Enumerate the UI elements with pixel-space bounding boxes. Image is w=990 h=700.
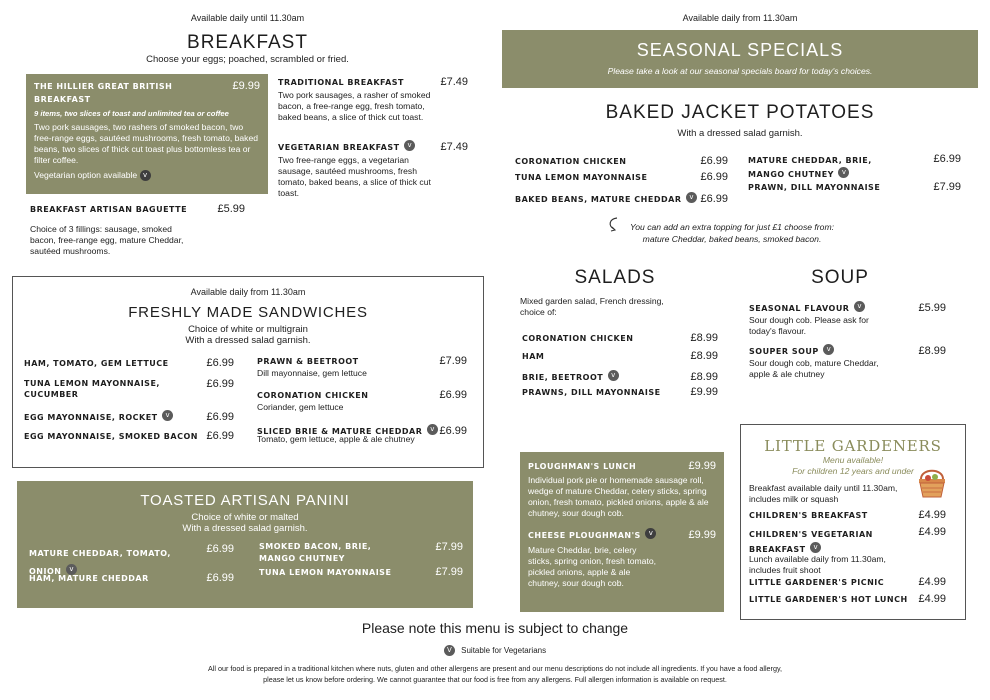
specials-subtitle: Please take a look at our seasonal specials board for today's choices. (607, 66, 873, 76)
ploughman-name: PLOUGHMAN'S LUNCH (528, 462, 637, 471)
panini-price: £7.99 (435, 541, 463, 553)
sandwich-row (257, 355, 467, 367)
vegetarian-icon: v (140, 170, 151, 181)
salad-price: £8.99 (690, 371, 718, 383)
soup-row (749, 341, 946, 359)
allergy-note-line-2: please let us know before ordering. We cannot guarantee that our food is free from any allergens. Full allergen information is available on request. (263, 675, 727, 684)
baguette-name: BREAKFAST ARTISAN BAGUETTE (30, 205, 188, 214)
gardeners-price: £4.99 (918, 593, 946, 605)
ploughman-box (520, 452, 724, 612)
vegetarian-icon: v (645, 528, 656, 539)
picnic-basket-icon (916, 465, 948, 499)
soup-title: SOUP (811, 267, 869, 288)
jacket-price: £7.99 (933, 181, 961, 193)
salad-name: HAM (522, 352, 545, 361)
sandwich-price: £6.99 (206, 430, 234, 442)
panini-row (259, 566, 463, 578)
jacket-name: TUNA LEMON MAYONNAISE (515, 173, 648, 182)
traditional-breakfast-name: TRADITIONAL BREAKFAST (278, 78, 404, 87)
specials-title: SEASONAL SPECIALS (636, 40, 844, 60)
hillier-breakfast-price: £9.99 (232, 80, 260, 92)
specials-availability: Available daily from 11.30am (682, 13, 798, 23)
sandwich-name: SLICED BRIE & MATURE CHEDDAR (257, 427, 423, 436)
salad-row (522, 367, 718, 385)
breakfast-availability: Available daily until 11.30am (190, 13, 305, 23)
jacket-title: BAKED JACKET POTATOES (605, 102, 875, 123)
jacket-name: CORONATION CHICKEN (515, 157, 627, 166)
baguette-row (30, 203, 245, 215)
sandwich-desc: Dill mayonnaise, gem lettuce (257, 368, 367, 378)
sandwich-row (24, 357, 234, 369)
sandwich-row (257, 389, 467, 401)
vegetarian-icon: v (823, 344, 834, 355)
vegetarian-icon: v (404, 140, 415, 151)
sandwich-name: PRAWN & BEETROOT (257, 357, 359, 366)
vegetarian-breakfast-desc: Two free-range eggs, a vegetarian sausage, sautéed mushrooms, fresh tomato, baked beans, a slice of thick cut toast. (278, 155, 431, 198)
hillier-breakfast-box (26, 74, 268, 194)
vegetarian-breakfast-row (278, 137, 468, 155)
vegetarian-icon: V (444, 645, 455, 656)
jacket-name: PRAWN, DILL MAYONNAISE (748, 183, 881, 192)
hillier-veg-label: Vegetarian option available (34, 170, 138, 180)
salad-name: PRAWNS, DILL MAYONNAISE (522, 388, 661, 397)
soup-name: SEASONAL FLAVOUR (749, 304, 850, 313)
panini-name: MATURE CHEDDAR, TOMATO, ONION (29, 549, 171, 576)
panini-row (29, 572, 234, 584)
sandwich-price: £6.99 (439, 425, 467, 437)
hillier-veg-option (34, 170, 260, 181)
salads-subtitle: Mixed garden salad, French dressing, choice of: (520, 296, 664, 317)
salads-title: SALADS (574, 267, 656, 288)
jacket-row (748, 153, 961, 181)
gardeners-price: £4.99 (918, 576, 946, 588)
ploughman-desc: Individual pork pie or homemade sausage roll, wedge of mature Cheddar, celery sticks, spring onion, fresh tomato, pickled onions, apple & ale chutney, sour dough cob. (528, 475, 709, 518)
gardeners-row (749, 593, 946, 605)
baguette-price: £5.99 (217, 203, 245, 215)
sandwich-row (24, 407, 234, 425)
jacket-subtitle: With a dressed salad garnish. (677, 128, 803, 139)
salad-row (522, 386, 718, 398)
jacket-row (515, 171, 728, 183)
vegetarian-icon: v (66, 564, 77, 575)
vegetarian-icon: v (162, 410, 173, 421)
gardeners-name: CHILDREN'S VEGETARIAN BREAKFAST (749, 530, 873, 554)
panini-name: SMOKED BACON, BRIE, MANGO CHUTNEY (259, 542, 372, 563)
sandwich-row (24, 378, 234, 400)
jacket-topping-line-2: mature Cheddar, baked beans, smoked bacon. (642, 234, 822, 244)
jacket-row (748, 181, 961, 193)
jacket-name: BAKED BEANS, MATURE CHEDDAR (515, 195, 682, 204)
gardeners-lunch-availability: Lunch available daily from 11.30am, includes fruit shoot (749, 554, 886, 575)
salad-price: £8.99 (690, 332, 718, 344)
breakfast-subtitle: Choose your eggs; poached, scrambled or fried. (146, 54, 349, 65)
sandwich-name: CORONATION CHICKEN (257, 391, 369, 400)
baguette-desc: Choice of 3 fillings: sausage, smoked bacon, free-range egg, mature Cheddar, sautéed mushrooms. (30, 224, 184, 256)
allergy-note-line-1: All our food is prepared in a traditional kitchen where nuts, gluten and other allergens are present and our menu descriptions do not include all ingredients. If you have a food allergy, (207, 664, 783, 673)
sandwich-price: £6.99 (206, 378, 234, 390)
vegetarian-legend (0, 645, 990, 656)
jacket-price: £6.99 (700, 155, 728, 167)
salad-name: BRIE, BEETROOT (522, 373, 604, 382)
soup-price: £5.99 (918, 302, 946, 314)
sandwich-price: £7.99 (439, 355, 467, 367)
soup-price: £8.99 (918, 345, 946, 357)
salad-price: £9.99 (690, 386, 718, 398)
traditional-breakfast-price: £7.49 (440, 76, 468, 88)
vegetarian-legend-label: Suitable for Vegetarians (461, 645, 547, 655)
panini-name: HAM, MATURE CHEDDAR (29, 574, 149, 583)
hillier-breakfast-name: THE HILLIER GREAT BRITISH BREAKFAST (34, 82, 173, 104)
ploughman-name: CHEESE PLOUGHMAN'S (528, 531, 641, 540)
ploughman-price: £9.99 (688, 460, 716, 472)
sandwiches-availability: Available daily from 11.30am (190, 287, 306, 297)
panini-row (259, 541, 463, 565)
soup-name: SOUPER SOUP (749, 347, 819, 356)
jacket-topping-line-1: You can add an extra topping for just £1 choose from: (630, 222, 834, 232)
ploughman-price: £9.99 (688, 529, 716, 541)
soup-desc: Sour dough cob. Please ask for today's flavour. (749, 315, 869, 336)
gardeners-breakfast-availability: Breakfast available daily until 11.30am, includes milk or squash (749, 483, 898, 504)
traditional-breakfast-row (278, 76, 468, 88)
sandwiches-subtitle-1: Choice of white or multigrain (188, 324, 308, 335)
panini-name: TUNA LEMON MAYONNAISE (259, 568, 392, 577)
sandwiches-title: FRESHLY MADE SANDWICHES (128, 304, 368, 321)
panini-title: TOASTED ARTISAN PANINI (140, 492, 350, 509)
soup-row (749, 298, 946, 316)
menu-change-note: Please note this menu is subject to change (361, 620, 629, 636)
jacket-row (515, 155, 728, 167)
sandwich-name: EGG MAYONNAISE, ROCKET (24, 413, 158, 422)
panini-price: £6.99 (206, 543, 234, 555)
vegetarian-icon: v (838, 167, 849, 178)
salad-row (522, 350, 718, 362)
salad-price: £8.99 (690, 350, 718, 362)
sandwich-row (24, 430, 234, 442)
sandwich-name: HAM, TOMATO, GEM LETTUCE (24, 359, 169, 368)
sandwich-name: TUNA LEMON MAYONNAISE, CUCUMBER (24, 379, 160, 399)
breakfast-title: BREAKFAST (187, 32, 308, 53)
sandwich-price: £6.99 (206, 357, 234, 369)
jacket-row (515, 189, 728, 207)
panini-subtitle-2: With a dressed salad garnish. (182, 523, 308, 534)
gardeners-name: CHILDREN'S BREAKFAST (749, 511, 868, 520)
traditional-breakfast-desc: Two pork sausages, a rasher of smoked bacon, a free-range egg, fresh tomato, baked beans, a slice of thick cut toast. (278, 90, 431, 122)
sandwiches-subtitle-2: With a dressed salad garnish. (185, 335, 311, 346)
panini-subtitle-1: Choice of white or malted (191, 512, 299, 523)
vegetarian-icon: v (854, 301, 865, 312)
vegetarian-breakfast-name: VEGETARIAN BREAKFAST (278, 143, 400, 152)
jacket-price: £6.99 (700, 171, 728, 183)
sandwich-desc: Tomato, gem lettuce, apple & ale chutney (257, 434, 415, 444)
gardeners-subtitle-2: For children 12 years and under (792, 466, 914, 476)
hillier-breakfast-note: 9 items, two slices of toast and unlimited tea or coffee (34, 109, 229, 118)
gardeners-row (749, 526, 946, 556)
hillier-breakfast-desc: Two pork sausages, two rashers of smoked bacon, two free-range eggs, sautéed mushrooms, fresh tomato, baked beans, two slices of thick cut toast plus bottomless tea or filter coffee. (34, 122, 259, 165)
jacket-price: £6.99 (700, 193, 728, 205)
gardeners-row (749, 576, 946, 588)
ploughman-desc: Mature Cheddar, brie, celery sticks, spring onion, fresh tomato, pickled onions, apple & ale chutney, sour dough cob. (528, 545, 657, 588)
jacket-name: MATURE CHEDDAR, BRIE, MANGO CHUTNEY (748, 156, 872, 179)
jacket-price: £6.99 (933, 153, 961, 165)
panini-price: £6.99 (206, 572, 234, 584)
sandwich-name: EGG MAYONNAISE, SMOKED BACON (24, 432, 198, 441)
sandwich-price: £6.99 (439, 389, 467, 401)
gardeners-subtitle-1: Menu available! (822, 455, 884, 465)
salad-row (522, 332, 718, 344)
vegetarian-icon: v (427, 424, 438, 435)
vegetarian-breakfast-price: £7.49 (440, 141, 468, 153)
gardeners-price: £4.99 (918, 526, 946, 538)
vegetarian-icon: v (686, 192, 697, 203)
vegetarian-icon: v (810, 542, 821, 553)
salad-name: CORONATION CHICKEN (522, 334, 634, 343)
vegetarian-icon: v (608, 370, 619, 381)
gardeners-name: LITTLE GARDENER'S HOT LUNCH (749, 595, 908, 604)
gardeners-price: £4.99 (918, 509, 946, 521)
soup-desc: Sour dough cob, mature Cheddar, apple & ale chutney (749, 358, 879, 379)
gardeners-row (749, 509, 946, 521)
gardeners-name: LITTLE GARDENER'S PICNIC (749, 578, 885, 587)
gardeners-title: LITTLE GARDENERS (764, 437, 942, 455)
sandwich-price: £6.99 (206, 411, 234, 423)
sandwich-desc: Coriander, gem lettuce (257, 402, 344, 412)
panini-price: £7.99 (435, 566, 463, 578)
